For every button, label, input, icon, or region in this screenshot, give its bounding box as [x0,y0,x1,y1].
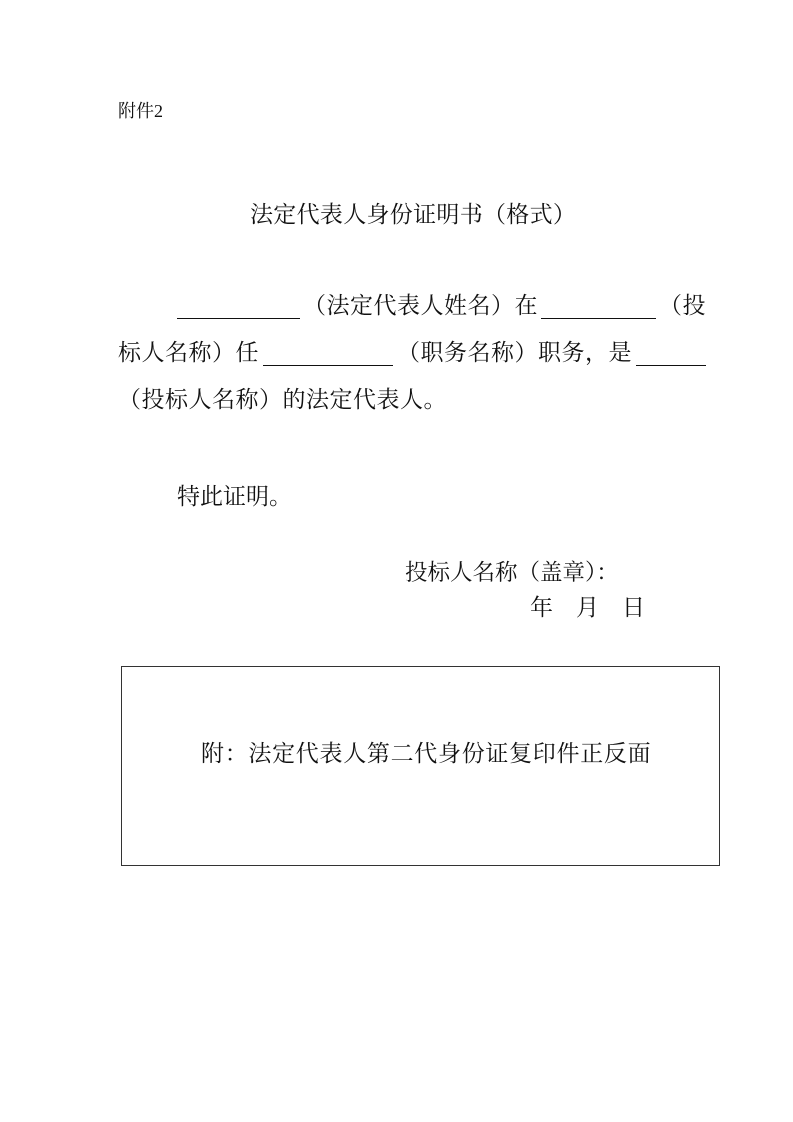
statement-closing: （投标人名称）的法定代表人。 [118,387,447,412]
legal-rep-name-label: （法定代表人姓名）在 [303,293,538,318]
bidder-name-label-part2: 标人名称）任 [118,340,259,365]
date-label: 年 月 日 [530,595,645,620]
statement-line-1 [177,293,706,323]
blank-position-title [263,340,393,366]
blank-bidder-name [541,293,656,319]
id-copy-attachment-box [121,666,720,866]
position-label: （职务名称）职务，是 [397,340,632,365]
bidder-seal-label: 投标人名称（盖章）： [405,560,619,585]
bidder-name-label-part1: （投 [659,293,706,318]
certification-text: 特此证明。 [177,484,292,509]
attachment-label: 附件2 [118,101,163,121]
document-title: 法定代表人身份证明书（格式） [250,202,577,227]
id-copy-note: 附：法定代表人第二代身份证复印件正反面 [201,741,652,766]
statement-line-2 [118,340,706,370]
blank-bidder-name-2 [636,340,706,366]
statement-line-3 [118,387,447,417]
blank-legal-rep-name [177,293,300,319]
